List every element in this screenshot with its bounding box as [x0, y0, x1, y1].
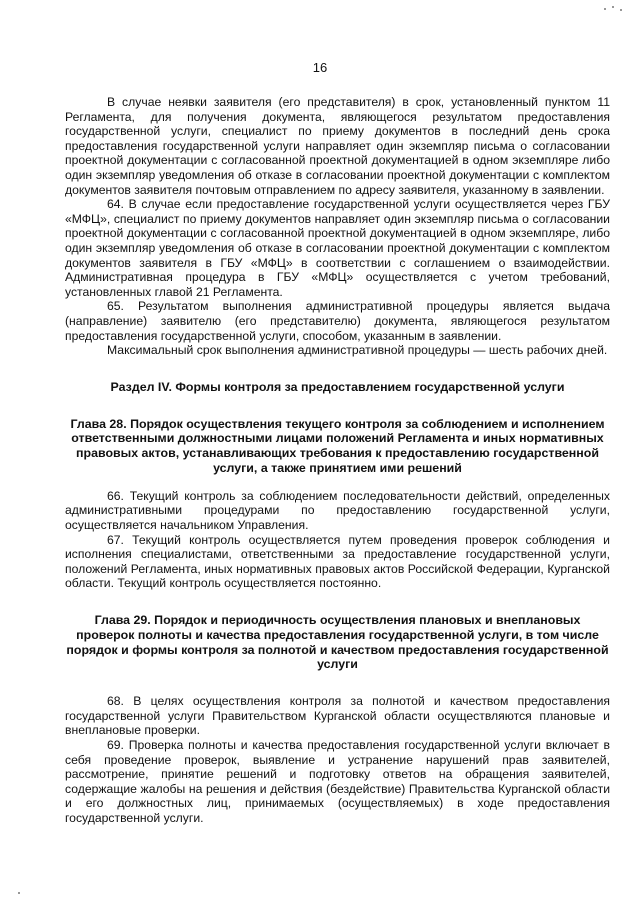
paragraph-67: 67. Текущий контроль осуществляется путем проведения проверок соблюдения и исполнения специалистами, ответственными за предоставление государственной услуги, положений Регламента, иных нормативных правовых актов Российской Федерации, Курганской области. Текущий контроль осуществляется постоянно. [65, 532, 610, 591]
scan-speck [18, 892, 20, 894]
chapter-28-title: Глава 28. Порядок осуществления текущего контроля за соблюдением и исполнением ответственными должностными лицами положений Регламента и иных нормативных правовых актов, устанавливающих требования к предоставлению государственной услуги, а также принятием ими решений [70, 416, 605, 476]
scan-speck [612, 6, 614, 8]
chapter-29-title: Глава 29. Порядок и периодичность осуществления плановых и внеплановых проверок полноты и качества предоставления государственной услуги, в том числе порядок и формы контроля за полнотой и качеством предоставления государственной услуги [66, 613, 609, 672]
paragraph-65: 65. Результатом выполнения административной процедуры является выдача (направление) заявителю (его представителю) документа, являющегося результатом предоставления государственной услуги, способом, указанным в заявлении. [65, 299, 610, 343]
page-number: 16 [312, 60, 328, 75]
section-title: Раздел IV. Формы контроля за предоставлением государственной услуги [110, 379, 565, 394]
paragraph-64: 64. В случае если предоставление государственной услуги осуществляется через ГБУ «МФЦ», специалист по приему документов направляет один экземпляр письма о согласовании проектной документации с согласованной проектной документацией в одном экземпляре, либо один экземпляр уведомления об отказе в согласовании проектной документации с комплектом документов заявителя в ГБУ «МФЦ» в соответствии с соглашением о взаимодействии. Административная процедура в ГБУ «МФЦ» осуществляется с учетом требований, установленных главой 21 Регламента. [65, 197, 610, 299]
paragraph-max-term: Максимальный срок выполнения административной процедуры — шесть рабочих дней. [107, 343, 608, 358]
paragraph-no-show: В случае неявки заявителя (его представителя) в срок, установленный пунктом 11 Регламента, для получения документа, являющегося результатом предоставления государственной услуги, специалист по приему документов в последний день срока предоставления государственной услуги направляет один экземпляр письма о согласовании проектной документации с согласованной проектной документацией в одном экземпляре либо один экземпляр уведомления об отказе в согласовании проектной документации с комплектом документов заявителя почтовым отправлением по адресу заявителя, указанному в заявлении. [65, 95, 610, 197]
paragraph-69: 69. Проверка полноты и качества предоставления государственной услуги включает в себя проведение проверок, выявление и устранение нарушений прав заявителей, рассмотрение, принятие решений и подготовку ответов на обращения заявителей, содержащие жалобы на решения и действия (бездействие) Правительства Курганской области и его должностных лиц, принимаемых (осуществляемых) в ходе предоставления государственной услуги. [65, 738, 610, 825]
scan-speck [604, 8, 606, 10]
paragraph-66: 66. Текущий контроль за соблюдением последовательности действий, определенных административными процедурами по предоставлению государственной услуги, осуществляется начальником Управления. [65, 488, 610, 533]
paragraph-68: 68. В целях осуществления контроля за полнотой и качеством предоставления государственной услуги Правительством Курганской области осуществляются плановые и внеплановые проверки. [65, 694, 610, 738]
scan-speck [620, 9, 622, 11]
